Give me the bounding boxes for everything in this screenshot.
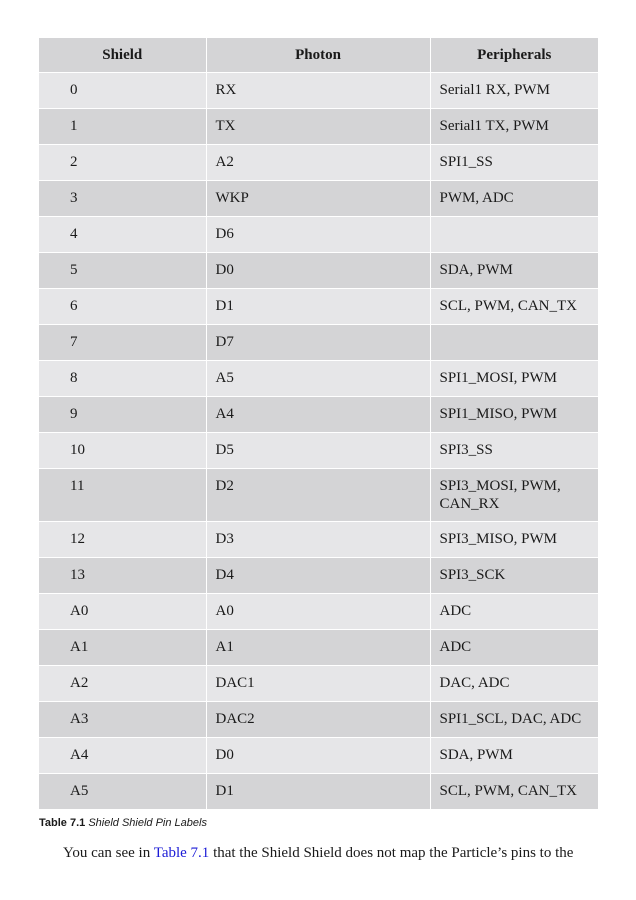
cell-shield: A5 — [39, 774, 206, 810]
table-row — [39, 666, 598, 702]
cell-shield: 11 — [39, 469, 206, 522]
cell-peripherals: Serial1 RX, PWM — [430, 73, 598, 109]
cell-photon: D0 — [206, 738, 430, 774]
cell-peripherals: ADC — [430, 594, 598, 630]
cell-peripherals: DAC, ADC — [430, 666, 598, 702]
paragraph-text-after: that the Shield Shield does not map the Particle’s pins to the — [209, 845, 574, 861]
cell-photon: TX — [206, 109, 430, 145]
table-row — [39, 217, 598, 253]
cell-shield: 13 — [39, 558, 206, 594]
cell-shield: 6 — [39, 289, 206, 325]
cell-photon: A1 — [206, 630, 430, 666]
cell-peripherals: SDA, PWM — [430, 738, 598, 774]
cell-shield: 7 — [39, 325, 206, 361]
cell-shield: 0 — [39, 73, 206, 109]
cell-peripherals: SPI3_SCK — [430, 558, 598, 594]
cell-photon: D7 — [206, 325, 430, 361]
pin-label-table — [39, 38, 598, 810]
cell-peripherals: PWM, ADC — [430, 181, 598, 217]
table-row — [39, 397, 598, 433]
cell-photon: A4 — [206, 397, 430, 433]
table-row — [39, 558, 598, 594]
cell-peripherals — [430, 217, 598, 253]
cell-peripherals: SDA, PWM — [430, 253, 598, 289]
cell-shield: A1 — [39, 630, 206, 666]
table-row — [39, 469, 598, 522]
cell-shield: 9 — [39, 397, 206, 433]
table-row — [39, 738, 598, 774]
cell-peripherals: SPI1_MISO, PWM — [430, 397, 598, 433]
caption-title: Shield Shield Pin Labels — [88, 817, 207, 829]
cell-shield: 5 — [39, 253, 206, 289]
header-photon: Photon — [206, 38, 430, 73]
cell-photon: D0 — [206, 253, 430, 289]
pin-label-table-container — [39, 38, 598, 810]
cell-shield: 3 — [39, 181, 206, 217]
table-header-row — [39, 38, 598, 73]
cell-peripherals: SPI1_SCL, DAC, ADC — [430, 702, 598, 738]
table-reference-link[interactable]: Table 7.1 — [153, 845, 210, 861]
paragraph-text-before: You can see in — [63, 845, 154, 861]
header-shield: Shield — [39, 38, 206, 73]
cell-peripherals: SPI1_SS — [430, 145, 598, 181]
caption-number: Table 7.1 — [39, 817, 86, 829]
cell-shield: 8 — [39, 361, 206, 397]
table-row — [39, 181, 598, 217]
table-row — [39, 433, 598, 469]
cell-peripherals: Serial1 TX, PWM — [430, 109, 598, 145]
cell-photon: D5 — [206, 433, 430, 469]
cell-shield: A4 — [39, 738, 206, 774]
table-row — [39, 289, 598, 325]
table-row — [39, 630, 598, 666]
cell-photon: D3 — [206, 522, 430, 558]
cell-shield: 12 — [39, 522, 206, 558]
table-row — [39, 73, 598, 109]
cell-shield: 1 — [39, 109, 206, 145]
cell-peripherals: SPI3_MOSI, PWM, CAN_RX — [430, 469, 598, 522]
cell-shield: A2 — [39, 666, 206, 702]
cell-peripherals — [430, 325, 598, 361]
table-row — [39, 109, 598, 145]
body-paragraph — [39, 843, 599, 863]
table-row — [39, 145, 598, 181]
table-row — [39, 594, 598, 630]
cell-shield: 4 — [39, 217, 206, 253]
table-row — [39, 325, 598, 361]
table-caption — [39, 817, 207, 829]
cell-photon: WKP — [206, 181, 430, 217]
header-peripherals: Peripherals — [430, 38, 598, 73]
cell-peripherals: SPI1_MOSI, PWM — [430, 361, 598, 397]
cell-photon: DAC1 — [206, 666, 430, 702]
cell-photon: DAC2 — [206, 702, 430, 738]
cell-photon: RX — [206, 73, 430, 109]
cell-shield: A3 — [39, 702, 206, 738]
cell-shield: 2 — [39, 145, 206, 181]
table-row — [39, 702, 598, 738]
cell-shield: A0 — [39, 594, 206, 630]
table-row — [39, 774, 598, 810]
cell-peripherals: ADC — [430, 630, 598, 666]
cell-peripherals: SCL, PWM, CAN_TX — [430, 774, 598, 810]
table-row — [39, 253, 598, 289]
cell-peripherals: SCL, PWM, CAN_TX — [430, 289, 598, 325]
cell-peripherals: SPI3_SS — [430, 433, 598, 469]
cell-photon: D1 — [206, 774, 430, 810]
table-row — [39, 522, 598, 558]
cell-photon: D6 — [206, 217, 430, 253]
cell-peripherals: SPI3_MISO, PWM — [430, 522, 598, 558]
cell-shield: 10 — [39, 433, 206, 469]
cell-photon: A2 — [206, 145, 430, 181]
cell-photon: D4 — [206, 558, 430, 594]
table-row — [39, 361, 598, 397]
cell-photon: D1 — [206, 289, 430, 325]
cell-photon: A5 — [206, 361, 430, 397]
cell-photon: A0 — [206, 594, 430, 630]
cell-photon: D2 — [206, 469, 430, 522]
